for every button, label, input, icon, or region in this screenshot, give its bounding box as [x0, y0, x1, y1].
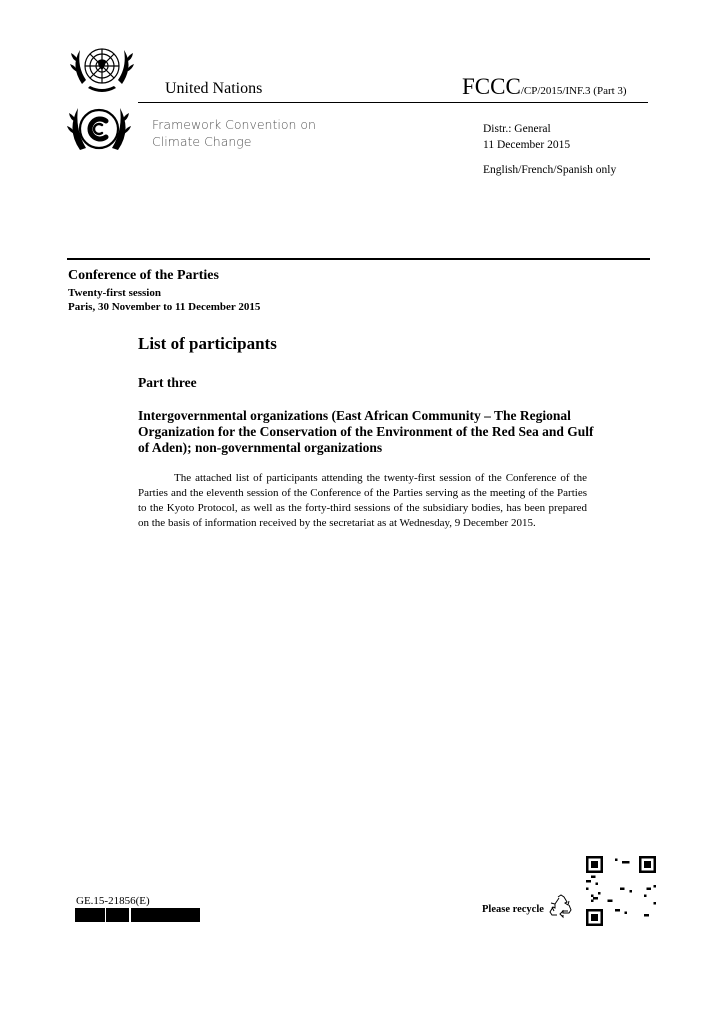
recycle-icon	[548, 893, 574, 919]
section-rule	[67, 258, 650, 260]
languages: English/French/Spanish only	[483, 164, 617, 176]
ge-code: GE.15-21856(E)	[76, 895, 150, 907]
header-rule	[138, 102, 648, 103]
framework-convention-name	[152, 116, 316, 150]
climate-change-logo-icon	[66, 104, 132, 156]
session-info	[68, 286, 260, 314]
document-part: Part three	[138, 375, 197, 390]
framework-line-1: Framework Convention on	[152, 117, 316, 132]
body-paragraph: The attached list of participants attending the twenty-first session of the Conference of the Parties and the eleventh session of the Conference of the Parties serving as the meeting of the Parties to the Kyoto Protocol, as well as the forty-third sessions of the subsidiary bodies, has been prepared on the basis of information received by the secretariat as at Wednesday, 9 December 2015.	[138, 472, 587, 529]
recycle-label: Please recycle	[482, 904, 544, 915]
qr-code-icon	[586, 856, 656, 926]
document-title: List of participants	[138, 334, 277, 353]
meeting-body: Conference of the Parties	[68, 268, 219, 283]
document-symbol	[462, 74, 627, 100]
session-place-dates: Paris, 30 November to 11 December 2015	[68, 301, 261, 313]
distribution: Distr.: General	[483, 123, 551, 135]
issue-date: 11 December 2015	[483, 139, 571, 151]
framework-line-2: Climate Change	[152, 134, 252, 149]
symbol-suffix: /CP/2015/INF.3 (Part 3)	[520, 85, 627, 97]
barcode-icon	[74, 908, 200, 922]
un-emblem-icon	[68, 44, 136, 96]
distribution-block	[483, 121, 570, 153]
session-name: Twenty-first session	[68, 287, 161, 299]
document-subtitle: Intergovernmental organizations (East African Community – The Regional Organization for the Conservation of the Environment of the Red Sea and Gulf of Aden); non-governmental organizations	[138, 408, 594, 455]
organization-name: United Nations	[165, 80, 263, 97]
symbol-main: FCCC	[462, 74, 521, 99]
